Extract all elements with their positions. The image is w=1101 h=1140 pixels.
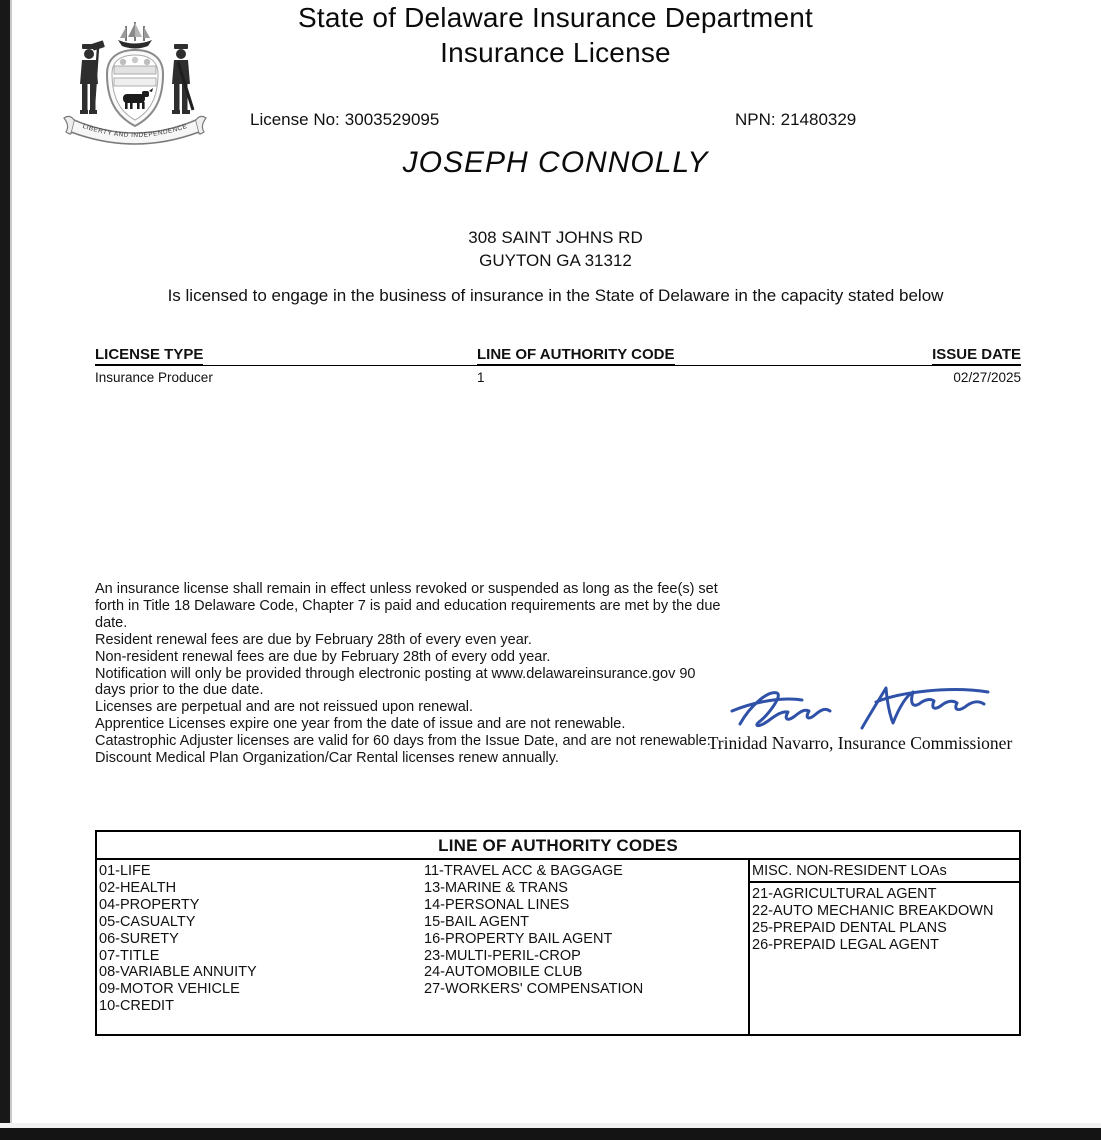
document-title-line1: State of Delaware Insurance Department [298,2,813,33]
cell-license-type: Insurance Producer [95,370,213,385]
scan-edge-left [0,0,10,1140]
licensee-name: JOSEPH CONNOLLY [402,146,709,179]
npn-value: 21480329 [780,110,857,129]
loa-item: 27-WORKERS' COMPENSATION [424,981,644,998]
loa-item: 11-TRAVEL ACC & BAGGAGE [424,863,623,879]
loa-item: 14-PERSONAL LINES [424,896,570,913]
loa-item: 22-AUTO MECHANIC BREAKDOWN [752,902,994,919]
loa-item: 05-CASUALTY [99,913,196,930]
seal-motto: LIBERTY AND INDEPENDENCE [81,122,189,140]
commissioner-name: Trinidad Navarro, Insurance Commissioner [707,733,1013,753]
loa-codes-title: LINE OF AUTHORITY CODES [97,832,1019,860]
loa-codes-table [95,830,1021,1036]
loa-item: 06-SURETY [99,930,179,947]
license-number-label: License No: [250,110,340,129]
notice-line: Discount Medical Plan Organization/Car Rental licenses renew annually. [95,750,559,767]
loa-item: 23-MULTI-PERIL-CROP [424,947,581,964]
notice-line: Non-resident renewal fees are due by February 28th of every odd year. [95,648,551,665]
notice-line: Notification will only be provided through electronic posting at www.delawareinsurance.gov 90 days prior to the due date. [95,665,696,699]
loa-column-3 [748,860,1019,1034]
loa-item: 21-AGRICULTURAL AGENT [752,886,937,902]
loa-item: 13-MARINE & TRANS [424,879,568,896]
license-number-value: 3003529095 [344,110,440,129]
loa-item: 10-CREDIT [99,998,174,1015]
loa-item: 26-PREPAID LEGAL AGENT [752,936,939,953]
document-title-line2: Insurance License [440,37,671,68]
document-header [10,0,1101,70]
renewal-notices [95,581,729,767]
loa-column-1 [97,860,422,1034]
license-statement: Is licensed to engage in the business of insurance in the State of Delaware in the capacity stated below [167,286,944,305]
address-line1: 308 SAINT JOHNS RD [468,228,643,247]
notice-line: Resident renewal fees are due by February 28th of every even year. [95,631,532,648]
loa-item: 16-PROPERTY BAIL AGENT [424,930,613,947]
signature-icon [710,680,1010,732]
licensee-address [10,226,1101,272]
loa-item: 02-HEALTH [99,879,177,896]
header-issue-date: ISSUE DATE [861,346,1021,363]
npn-label: NPN: [735,110,776,129]
loa-misc-header: MISC. NON-RESIDENT LOAs [750,860,1019,883]
scan-edge-bottom [0,1128,1101,1140]
license-table-row [95,366,1021,385]
loa-item: 24-AUTOMOBILE CLUB [424,964,583,981]
loa-item: 04-PROPERTY [99,896,200,913]
loa-item: 08-VARIABLE ANNUITY [99,964,257,981]
notice-line: Apprentice Licenses expire one year from the date of issue and are not renewable. [95,716,626,733]
header-loa-code: LINE OF AUTHORITY CODE [477,346,861,363]
cell-issue-date: 02/27/2025 [953,370,1021,385]
notice-line: Catastrophic Adjuster licenses are valid for 60 days from the Issue Date, and are not renewable. [95,733,711,750]
notice-line: Licenses are perpetual and are not reissued upon renewal. [95,699,474,716]
loa-item: 01-LIFE [99,863,151,879]
npn [735,110,856,130]
cell-loa-code: 1 [477,370,485,385]
loa-misc-items [750,883,1019,954]
license-table-header [95,346,1021,366]
notice-line: An insurance license shall remain in effect unless revoked or suspended as long as the fee(s) set forth in Title 18 Delaware Code, Chapter 7 is paid and education requirements are met by the due date. [95,581,721,631]
license-detail-table [95,346,1021,385]
header-license-type: LICENSE TYPE [95,346,477,363]
license-number [250,110,439,130]
loa-item: 15-BAIL AGENT [424,913,530,930]
commissioner-signature-block [690,680,1030,754]
loa-item: 07-TITLE [99,947,160,964]
loa-item: 25-PREPAID DENTAL PLANS [752,919,947,936]
address-line2: GUYTON GA 31312 [479,251,632,270]
loa-column-2 [422,860,748,1034]
loa-item: 09-MOTOR VEHICLE [99,981,240,998]
loa-codes-body [97,860,1019,1034]
